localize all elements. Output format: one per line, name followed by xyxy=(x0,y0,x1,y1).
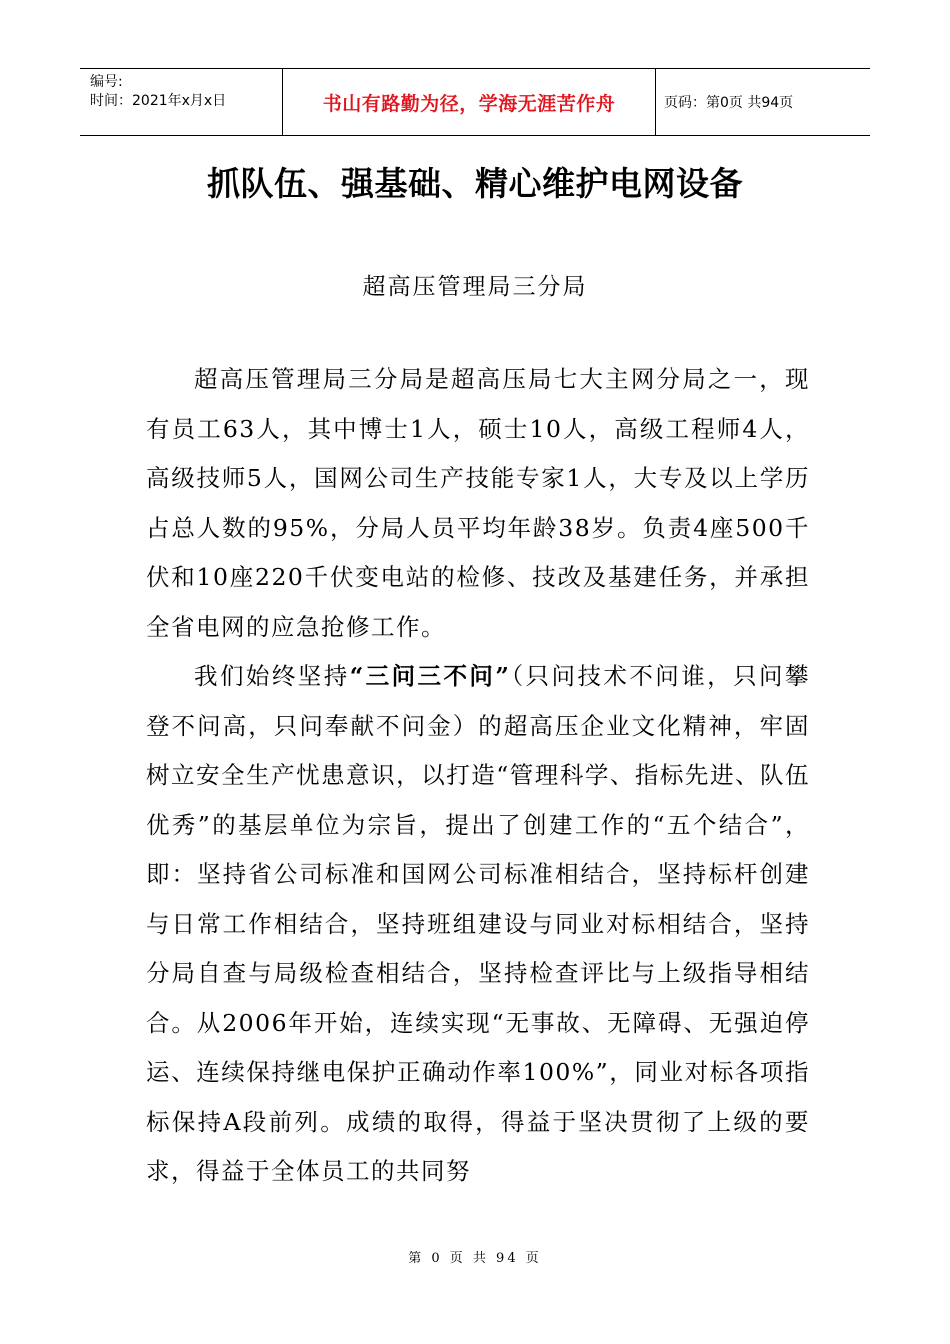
document-title: 抓队伍、强基础、精心维护电网设备 xyxy=(207,164,743,203)
header-page-info: 页码：第0页 共94页 xyxy=(664,95,794,111)
header-motto: 书山有路勤为径，学海无涯苦作舟 xyxy=(282,69,656,135)
time-label: 时间：2021年x月x日 xyxy=(90,93,227,109)
document-body xyxy=(146,355,810,1197)
paragraph-2 xyxy=(146,652,810,1197)
page-footer: 第 0 页 共 94 页 xyxy=(408,1251,542,1266)
paragraph-2-rest: （只问技术不问谁，只问攀登不问高，只问奉献不问金）的超高压企业文化精神，牢固树立安全生产忧患意识，以打造“管理科学、指标先进、队伍优秀”的基层单位为宗旨，提出了创建工作的“五个结合”，即：坚持省公司标准和国网公司标准相结合，坚持标杆创建与日常工作相结合，坚持班组建设与同业对标相结合，坚持分局自查与局级检查相结合，坚持检查评比与上级指导相结合。从2006年开始，连续实现“无事故、无障碍、无强迫停运、连续保持继电保护正确动作率100%”，同业对标各项指标保持A段前列。成绩的取得，得益于坚决贯彻了上级的要求，得益于全体员工的共同努 xyxy=(146,662,811,1185)
document-subtitle: 超高压管理局三分局 xyxy=(362,274,588,300)
paragraph-1: 超高压管理局三分局是超高压局七大主网分局之一，现有员工63人，其中博士1人，硕士10人，高级工程师4人，高级技师5人，国网公司生产技能专家1人，大专及以上学历占总人数的95%，分局人员平均年龄38岁。负责4座500千伏和10座220千伏变电站的检修、技改及基建任务，并承担全省电网的应急抢修工作。 xyxy=(146,365,810,641)
number-label: 编号: xyxy=(90,74,123,90)
paragraph-2-intro: 我们始终坚持 xyxy=(194,662,350,690)
document-header xyxy=(80,68,870,136)
paragraph-2-bold-term: “三问三不问” xyxy=(349,662,511,690)
header-meta xyxy=(80,69,282,135)
